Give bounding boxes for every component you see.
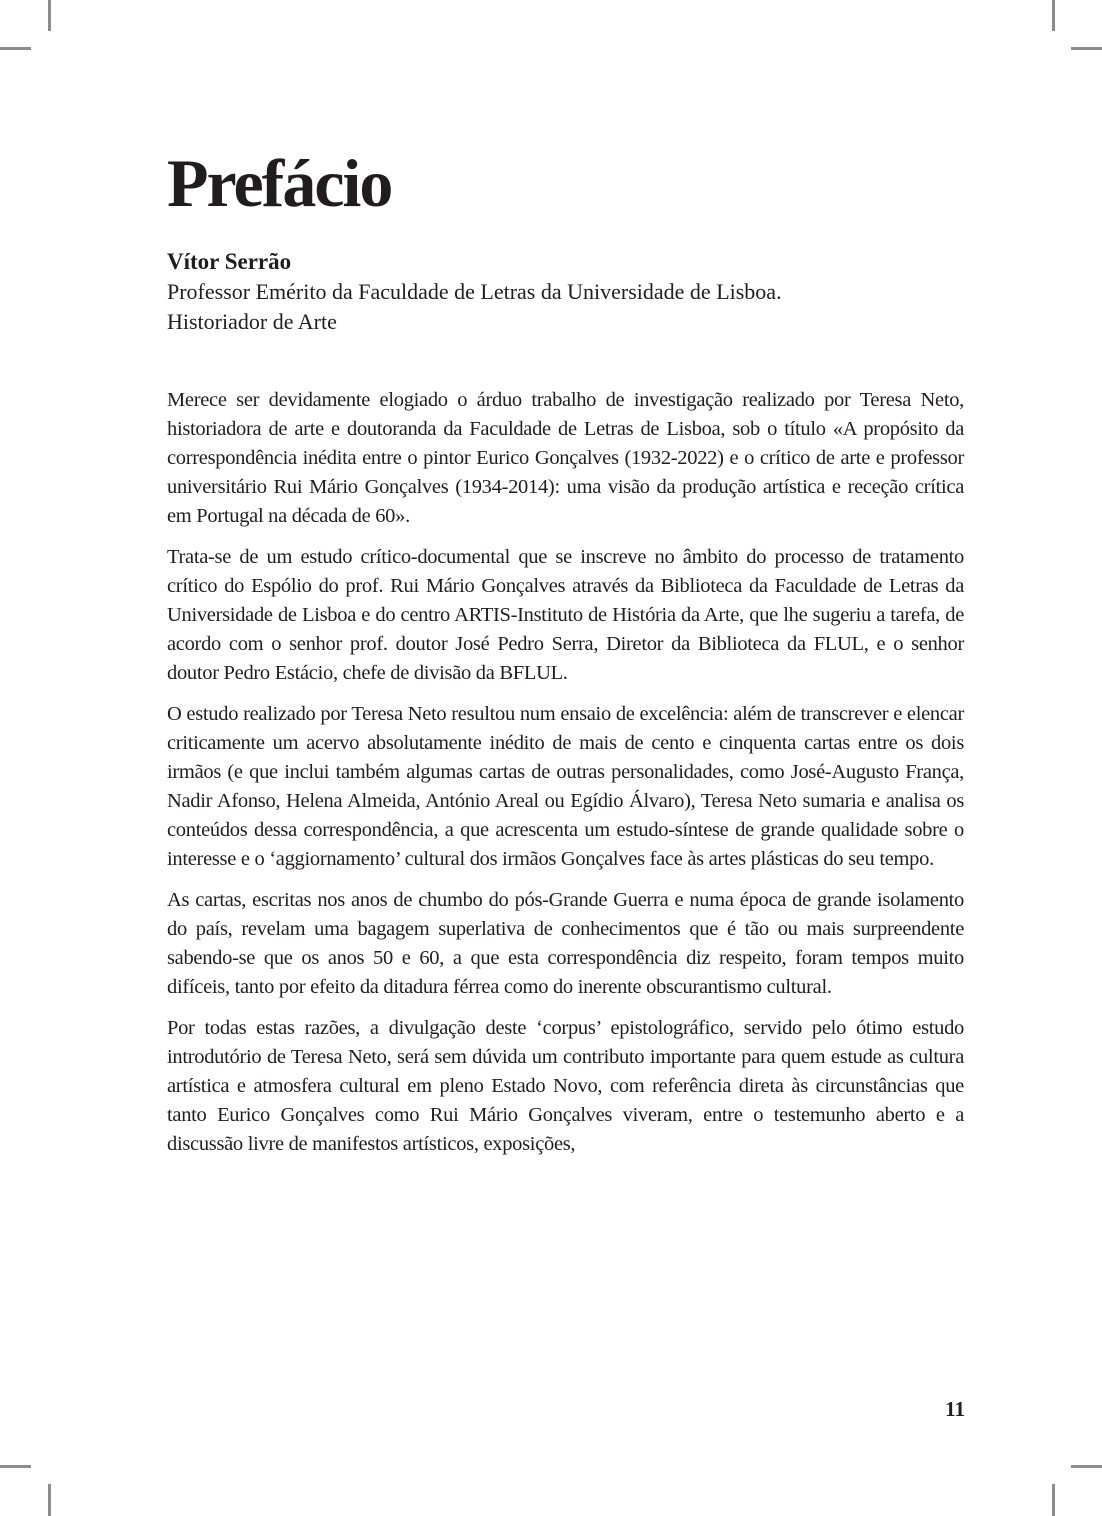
page-number: 11 <box>945 1397 965 1421</box>
paragraph-4: As cartas, escritas nos anos de chumbo do pós-Grande Guerra e numa época de grande isolamento do país, revelam uma bagagem superlativa de conhecimentos que é tão ou mais surpreendente sabendo-se que os anos 50 e 60, a que esta correspondência diz respeito, foram tempos muito difíceis, tanto por efeito da ditadura férrea como do inerente obscurantismo cultural. <box>167 889 964 999</box>
author-name: Vítor Serrão <box>167 249 292 275</box>
crop-mark-bottom-right-vertical <box>1052 1484 1055 1516</box>
paragraph-2: Trata-se de um estudo crítico-documental que se inscreve no âmbito do processo de tratamento crítico do Espólio do prof. Rui Mário Gonçalves através da Biblioteca da Faculdade de Letras da Universidade de Lisboa e do centro ARTIS-Instituto de História da Arte, que lhe sugeriu a tarefa, de acordo com o senhor prof. doutor José Pedro Serra, Diretor da Biblioteca da FLUL, e o senhor doutor Pedro Estácio, chefe de divisão da BFLUL. <box>167 546 964 685</box>
crop-mark-bottom-left-horizontal <box>0 1465 31 1468</box>
page-title: Prefácio <box>167 145 392 221</box>
crop-mark-bottom-right-horizontal <box>1071 1465 1102 1468</box>
crop-mark-top-right-vertical <box>1052 0 1055 31</box>
crop-mark-top-left-vertical <box>48 0 51 31</box>
content-column <box>167 0 964 1171</box>
author-block <box>167 247 964 337</box>
author-affiliation: Professor Emérito da Faculdade de Letras da Universidade de Lisboa. <box>167 279 782 305</box>
crop-mark-top-left-horizontal <box>0 47 31 50</box>
crop-mark-bottom-left-vertical <box>48 1484 51 1516</box>
paragraph-3: O estudo realizado por Teresa Neto resultou num ensaio de excelência: além de transcrever e elencar criticamente um acervo absolutamente inédito de mais de cento e cinquenta cartas entre os dois irmãos (e que inclui também algumas cartas de outras personalidades, como José-Augusto França, Nadir Afonso, Helena Almeida, António Areal ou Egídio Álvaro), Teresa Neto sumaria e analisa os conteúdos dessa correspondência, a que acrescenta um estudo-síntese de grande qualidade sobre o interesse e o ‘aggiornamento’ cultural dos irmãos Gonçalves face às artes plásticas do seu tempo. <box>167 703 964 871</box>
paragraph-1: Merece ser devidamente elogiado o árduo trabalho de investigação realizado por Teresa Neto, historiadora de arte e doutoranda da Faculdade de Letras de Lisboa, sob o título «A propósito da correspondência inédita entre o pintor Eurico Gonçalves (1932-2022) e o crítico de arte e professor universitário Rui Mário Gonçalves (1934-2014): uma visão da produção artística e receção crítica em Portugal na década de 60». <box>167 389 964 528</box>
crop-mark-top-right-horizontal <box>1071 47 1102 50</box>
author-role: Historiador de Arte <box>167 309 337 335</box>
body-text <box>167 386 964 1159</box>
paragraph-5: Por todas estas razões, a divulgação deste ‘corpus’ epistolográfico, servido pelo ótimo estudo introdutório de Teresa Neto, será sem dúvida um contributo importante para quem estude as cultura artística e atmosfera cultural em pleno Estado Novo, com referência direta às circunstâncias que tanto Eurico Gonçalves como Rui Mário Gonçalves viveram, entre o testemunho aberto e a discussão livre de manifestos artísticos, exposições, <box>167 1017 964 1156</box>
